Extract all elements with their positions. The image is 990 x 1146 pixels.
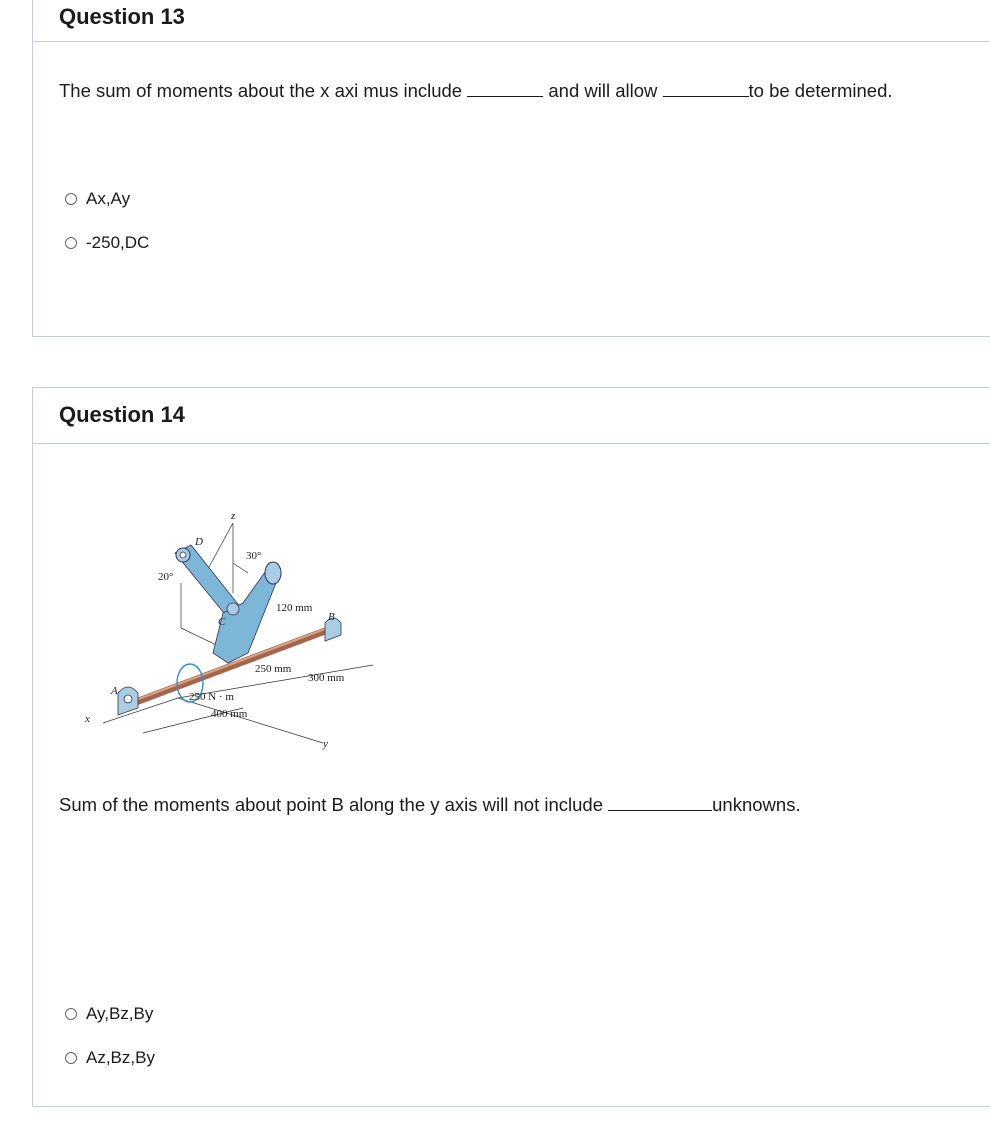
answer-label: Ay,Bz,By: [86, 1004, 154, 1023]
question-14-text-part-2: unknowns.: [712, 794, 801, 815]
question-14-blank: [608, 794, 712, 811]
question-13-text-part-1: The sum of moments about the x axi mus include: [59, 80, 463, 101]
figure-label-z: z: [231, 510, 236, 522]
radio-button[interactable]: [65, 193, 77, 205]
radio-button[interactable]: [65, 1052, 77, 1064]
figure-label-y: y: [323, 738, 328, 750]
question-13-answer-1[interactable]: [65, 189, 130, 209]
figure-label-400mm: 400 mm: [211, 708, 248, 720]
question-13-text: [59, 80, 893, 102]
figure-label-d: D: [195, 536, 203, 548]
question-14-answer-1[interactable]: [65, 1004, 153, 1024]
question-13-answer-2[interactable]: [65, 233, 149, 253]
pin-d-hole: [180, 552, 186, 558]
question-13-text-part-3: to be determined.: [748, 80, 893, 101]
question-14-title: Question 14: [59, 402, 185, 427]
question-14-card: [32, 387, 990, 1107]
figure-label-c: C: [218, 616, 226, 628]
figure-label-b: B: [328, 611, 335, 623]
mechanics-figure: [83, 503, 403, 753]
pin-c: [227, 603, 239, 615]
support-a-hole: [124, 695, 132, 703]
crank-boss: [265, 562, 281, 584]
question-14-text: [59, 794, 801, 816]
question-14-answer-2[interactable]: [65, 1048, 155, 1068]
radio-button[interactable]: [65, 237, 77, 249]
figure-label-angle-20: 20°: [158, 571, 174, 583]
radio-button[interactable]: [65, 1008, 77, 1020]
question-13-title: Question 13: [59, 4, 185, 29]
question-14-header: [33, 388, 990, 444]
question-13-blank-1: [467, 80, 543, 97]
figure-label-a: A: [111, 685, 118, 697]
figure-label-120mm: 120 mm: [276, 602, 313, 614]
answer-label: Ax,Ay: [86, 189, 131, 208]
question-14-text-part-1: Sum of the moments about point B along the y axis will not include: [59, 794, 603, 815]
figure-label-300mm: 300 mm: [308, 672, 345, 684]
figure-label-250mm: 250 mm: [255, 663, 292, 675]
answer-label: Az,Bz,By: [86, 1048, 155, 1067]
figure-label-torque: 250 N · m: [189, 691, 234, 703]
question-13-card: [32, 0, 990, 337]
question-13-text-part-2: and will allow: [548, 80, 658, 101]
question-13-header: [33, 0, 990, 42]
figure-label-x: x: [85, 713, 90, 725]
answer-label: -250,DC: [86, 233, 150, 252]
question-13-blank-2: [663, 80, 749, 97]
figure-label-angle-30: 30°: [246, 550, 262, 562]
